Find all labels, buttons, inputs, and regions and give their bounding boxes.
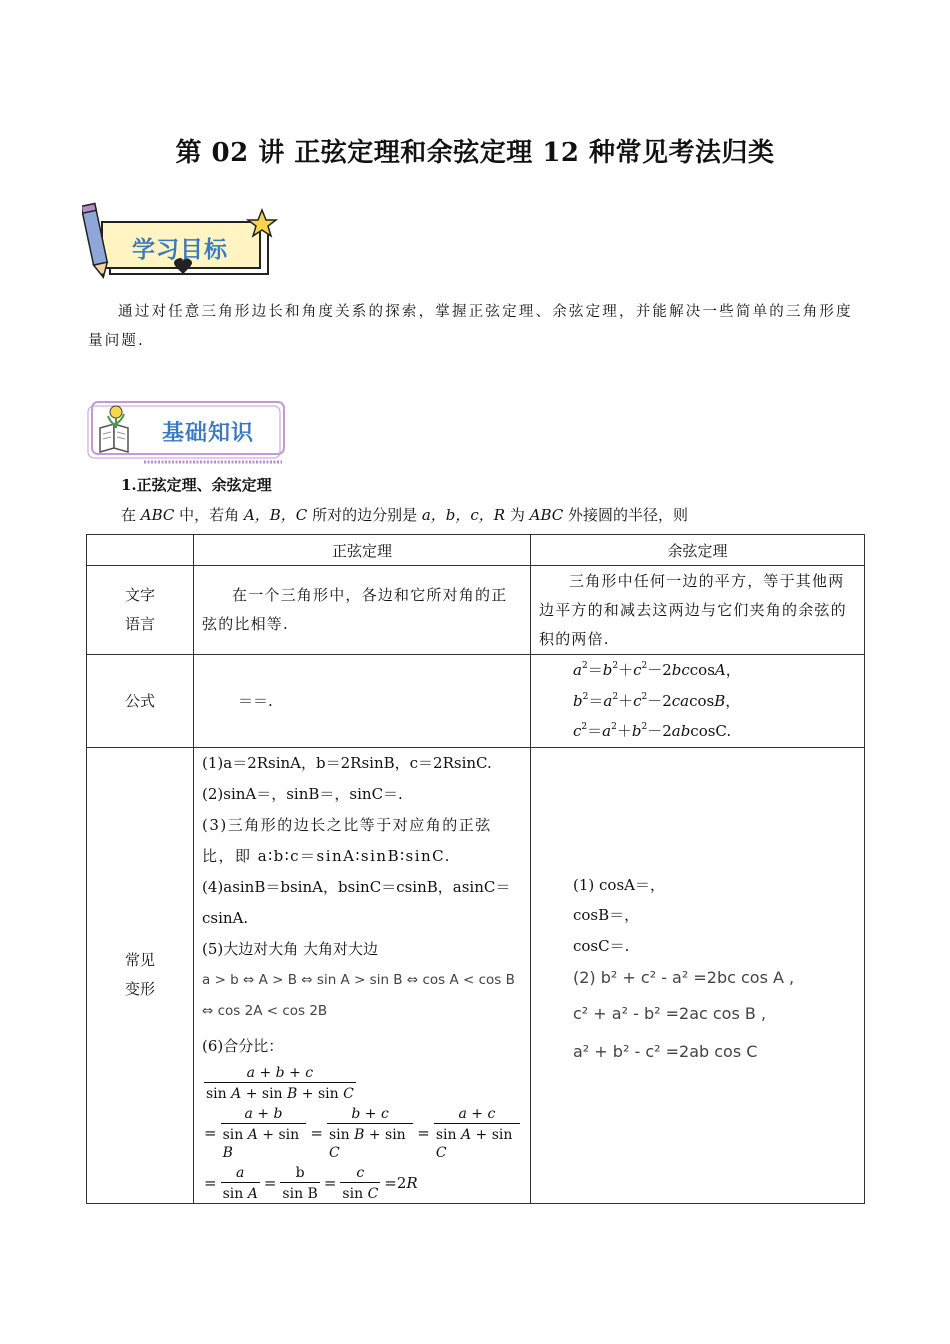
row-label-line: 文字 xyxy=(124,586,155,604)
cosine-formula-a: $a^2=b^2+c^2-2bccosA$， xyxy=(573,661,741,679)
sine-variant-6: (6)合分比： xyxy=(202,1036,284,1055)
row-label-formula: 公式 xyxy=(87,655,194,748)
table-row xyxy=(87,566,865,655)
fraction: $\frac{a + c}{\text{sin A + sin C}}$ xyxy=(434,1105,520,1162)
sine-text-cell xyxy=(194,566,531,655)
sine-variants-cell xyxy=(194,747,531,1203)
intro-paragraph: 通过对任意三角形边长和角度关系的探索，掌握正弦定理、余弦定理，并能解决一些简单的三角形度量问题. xyxy=(88,304,853,349)
row-label-variants xyxy=(87,747,194,1203)
row-label-line: 常见 xyxy=(124,951,155,969)
sine-formula-cell xyxy=(194,655,531,748)
table-header-row xyxy=(87,535,865,566)
basics-badge xyxy=(86,398,291,468)
sine-formula: ＝＝. xyxy=(238,692,273,711)
fraction: $\frac{c}{\text{sin C}}$ xyxy=(342,1164,379,1202)
row-label-text-language xyxy=(87,566,194,655)
learning-goals-badge xyxy=(82,198,282,290)
fraction: $\frac{a + b}{\text{sin A + sin B}}$ xyxy=(221,1105,307,1162)
desc-text: 所对的边分别是 xyxy=(307,506,422,524)
desc-sides: a，b，c，R xyxy=(421,506,506,524)
fraction: $\frac{a + b + c}{\text{sin A + sin B + sin C}}$ xyxy=(206,1064,354,1102)
page-title: 第 02 讲 正弦定理和余弦定理 12 种常见考法归类 xyxy=(175,138,775,168)
desc-text: 在 xyxy=(121,506,141,524)
cosine-formula-c: $c^2=a^2+b^2-2abcosC$. xyxy=(573,722,732,740)
cosine-variant-6: a² + b² - c² =2ab cos C xyxy=(573,1042,758,1061)
ratio-formula-2: = $\frac{a + b}{\text{sin A + sin B}}$ = $\frac{b + c}{\text{sin B + sin C}}$ = $\frac{a + c}{\text{sin A + sin C}}$ xyxy=(202,1105,522,1162)
table-row xyxy=(87,747,865,1203)
cosine-variant-3: cosC＝. xyxy=(573,936,630,955)
table-row xyxy=(87,655,865,748)
sine-variant-3: (3)三角形的边长之比等于对应角的正弦比，即 a∶b∶c＝sinA∶sinB∶sinC. xyxy=(202,815,492,865)
cosine-statement: 三角形中任何一边的平方，等于其他两边平方的和减去这两边与它们夹角的余弦的积的两倍. xyxy=(539,571,847,648)
basics-label: 基础知识 xyxy=(162,421,255,446)
theorem-table xyxy=(86,534,865,1204)
sine-variant-2: (2)sinA＝，sinB＝，sinC＝. xyxy=(202,784,403,803)
fraction: $\frac{b + c}{\text{sin B + sin C}}$ xyxy=(327,1105,413,1162)
header-cosine: 余弦定理 xyxy=(531,535,865,566)
row-label-line: 语言 xyxy=(124,615,155,633)
cosine-variants-cell xyxy=(531,747,865,1203)
sine-statement: 在一个三角形中，各边和它所对角的正弦的比相等. xyxy=(202,586,508,633)
ratio-formula-1 xyxy=(202,1064,522,1103)
sine-variant-4: (4)asinB＝bsinA，bsinC＝csinB，asinC＝csinA. xyxy=(202,877,511,927)
cosine-variant-2: cosB＝， xyxy=(573,906,640,924)
cosine-variant-5: c² + a² - b² =2ac cos B , xyxy=(573,1004,767,1023)
desc-angles: A，B，C xyxy=(243,506,308,524)
row-label-line: 变形 xyxy=(124,980,155,998)
sine-variant-inequality-2: ⇔ cos 2A < cos 2B xyxy=(202,1002,328,1019)
ratio-formula-3: = $\frac{a}{\text{sin A}}$ = $\frac{b}{\text{sin B}}$ = $\frac{c}{\text{sin C}}$ =2R xyxy=(204,1164,418,1202)
sine-variant-inequality: a > b ⇔ A > B ⇔ sin A > sin B ⇔ cos A < cos B xyxy=(202,971,515,988)
section-heading: 1.正弦定理、余弦定理 xyxy=(121,476,272,494)
fraction: $\frac{a}{\text{sin A}}$ xyxy=(222,1164,258,1202)
header-sine: 正弦定理 xyxy=(194,535,531,566)
desc-abc: ABC xyxy=(140,506,175,524)
cosine-variant-4: (2) b² + c² - a² =2bc cos A , xyxy=(573,968,795,987)
desc-text: 中，若角 xyxy=(174,506,244,524)
cosine-formula-b: $b^2=a^2+c^2-2cacosB$， xyxy=(573,691,741,710)
table-corner-cell xyxy=(87,535,194,566)
sine-variant-1: (1)a＝2RsinA，b＝2RsinB，c＝2RsinC. xyxy=(202,753,492,772)
desc-text: 外接圆的半径，则 xyxy=(563,506,689,524)
learning-goals-label: 学习目标 xyxy=(132,237,228,263)
cosine-variant-1: (1) cosA＝， xyxy=(573,875,665,894)
section-description xyxy=(121,504,688,525)
desc-abc: ABC xyxy=(529,506,564,524)
fraction: $\frac{b}{\text{sin B}}$ xyxy=(282,1164,318,1202)
cosine-formula-cell xyxy=(531,655,865,748)
sine-variant-5: (5)大边对大角 大角对大边 xyxy=(202,939,379,958)
desc-text: 为 xyxy=(505,506,530,524)
cosine-text-cell xyxy=(531,566,865,655)
